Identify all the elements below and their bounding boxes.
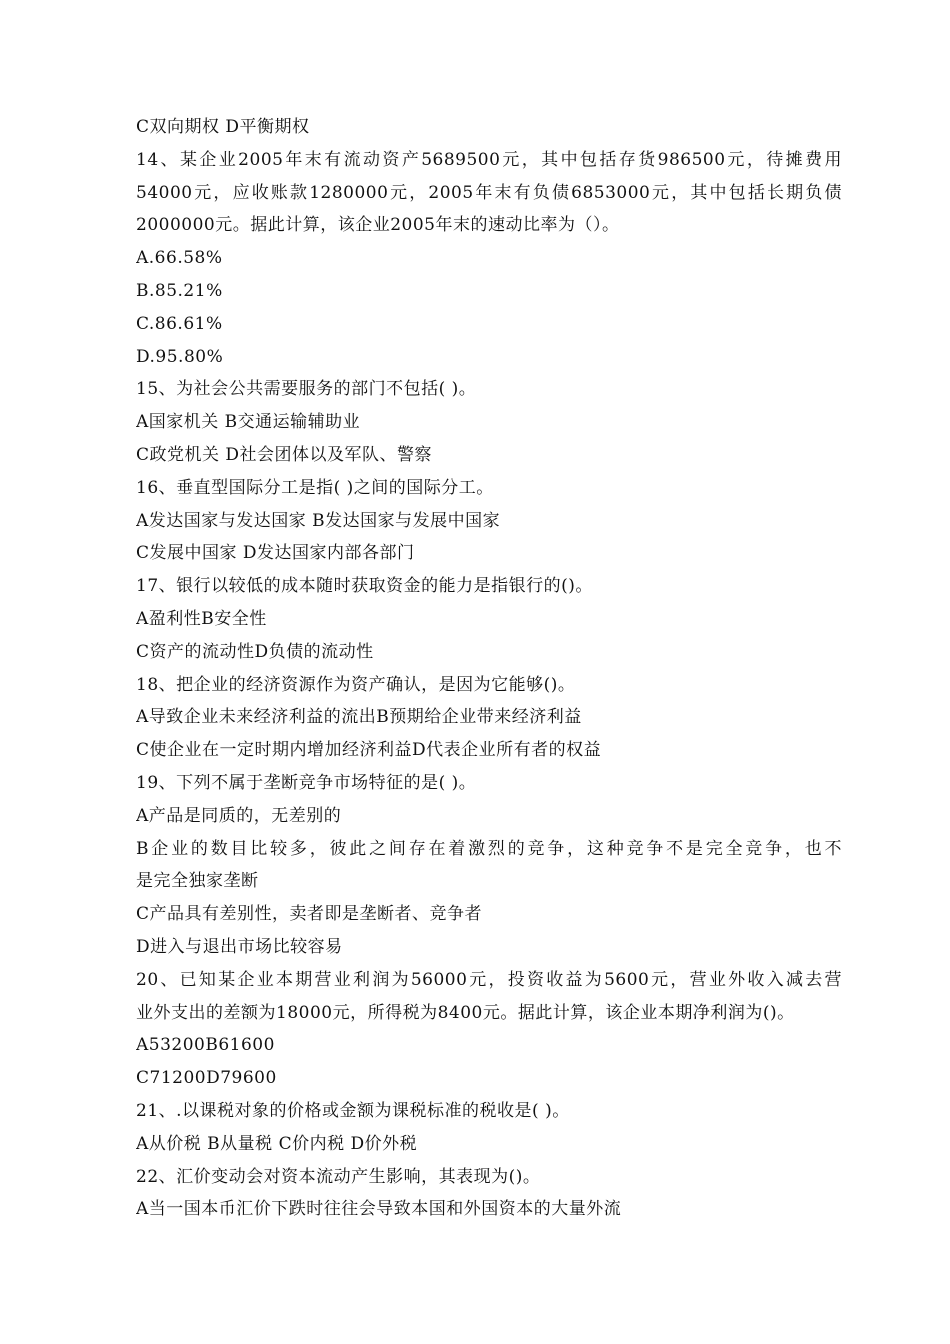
option-line-continued: 是完全独家垄断 bbox=[136, 871, 259, 892]
text-line: C双向期权 D平衡期权 bbox=[136, 117, 310, 137]
option-line: C发展中国家 D发达国家内部各部门 bbox=[136, 543, 415, 564]
option-line: A当一国本币汇价下跌时往往会导致本国和外国资本的大量外流 bbox=[136, 1199, 622, 1220]
question-22: 22、汇价变动会对资本流动产生影响，其表现为()。 bbox=[136, 1166, 541, 1187]
option-line: D.95.80% bbox=[136, 346, 224, 367]
question-14-line-1: 14、某企业2005年末有流动资产5689500元，其中包括存货986500元，待摊费用 bbox=[136, 149, 842, 170]
option-line: A导致企业未来经济利益的流出B预期给企业带来经济利益 bbox=[136, 707, 582, 728]
question-15: 15、为社会公共需要服务的部门不包括( )。 bbox=[136, 379, 477, 400]
option-line: C71200D79600 bbox=[136, 1068, 277, 1089]
option-line: C资产的流动性D负债的流动性 bbox=[136, 641, 374, 662]
option-line: A发达国家与发达国家 B发达国家与发展中国家 bbox=[136, 510, 501, 531]
option-line: A国家机关 B交通运输辅助业 bbox=[136, 412, 361, 433]
option-line: A53200B61600 bbox=[136, 1035, 275, 1056]
question-16: 16、垂直型国际分工是指( )之间的国际分工。 bbox=[136, 477, 494, 498]
option-line: B企业的数目比较多，彼此之间存在着激烈的竞争，这种竞争不是完全竞争，也不 bbox=[136, 838, 842, 859]
option-line: C使企业在一定时期内增加经济利益D代表企业所有者的权益 bbox=[136, 740, 602, 761]
document-body bbox=[136, 111, 842, 1226]
question-20-line-2: 业外支出的差额为18000元，所得税为8400元。据此计算，该企业本期净利润为()。 bbox=[136, 1002, 795, 1023]
question-20-line-1: 20、已知某企业本期营业利润为56000元，投资收益为5600元，营业外收入减去营 bbox=[136, 969, 842, 990]
option-line: B.85.21% bbox=[136, 280, 223, 301]
option-line: A从价税 B从量税 C价内税 D价外税 bbox=[136, 1133, 418, 1154]
question-14-line-3: 2000000元。据此计算，该企业2005年末的速动比率为（）。 bbox=[136, 215, 620, 236]
option-line: A盈利性B安全性 bbox=[136, 608, 267, 629]
question-14-line-2: 54000元，应收账款1280000元，2005年末有负债6853000元，其中包括长期负债 bbox=[136, 182, 842, 203]
option-line: A产品是同质的，无差别的 bbox=[136, 805, 342, 826]
option-line: A.66.58% bbox=[136, 248, 223, 269]
option-line: D进入与退出市场比较容易 bbox=[136, 936, 343, 957]
question-21: 21、.以课税对象的价格或金额为课税标准的税收是( )。 bbox=[136, 1100, 570, 1121]
option-line: C政党机关 D社会团体以及军队、警察 bbox=[136, 444, 433, 465]
option-line: C产品具有差别性，卖者即是垄断者、竞争者 bbox=[136, 904, 483, 925]
option-line: C.86.61% bbox=[136, 313, 223, 334]
question-19: 19、下列不属于垄断竞争市场特征的是( )。 bbox=[136, 772, 477, 793]
question-18: 18、把企业的经济资源作为资产确认，是因为它能够()。 bbox=[136, 674, 576, 695]
question-17: 17、银行以较低的成本随时获取资金的能力是指银行的()。 bbox=[136, 576, 593, 597]
